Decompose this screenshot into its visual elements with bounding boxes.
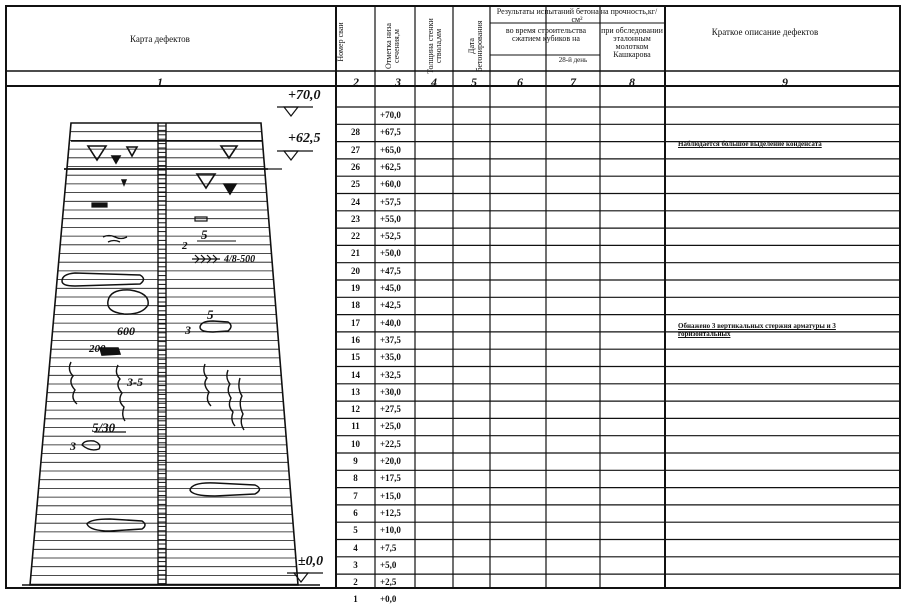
row-elevation: +17,5 [380, 473, 401, 484]
level-top: +70,0 [288, 88, 321, 103]
row-elevation: +62,5 [380, 161, 401, 172]
row-elevation: +57,5 [380, 196, 401, 207]
description-exposed-rebar: Обнажено 3 вертикальных стержня арматуры и 3 горизонтальных [678, 322, 836, 338]
annotation-a3: 4/8-500 [224, 254, 256, 265]
row-number: 18 [351, 300, 360, 311]
row-number: 5 [353, 525, 358, 536]
col-number-7: 7 [570, 75, 576, 89]
defect-triangle [197, 174, 215, 188]
defect-spall [87, 519, 145, 531]
row-elevation: +5,0 [380, 559, 397, 570]
row-elevation: +20,0 [380, 456, 401, 466]
row-number: 1 [353, 594, 358, 604]
header-description: Краткое описание дефектов [711, 27, 819, 37]
annotation-a8: 3-5 [127, 375, 143, 389]
row-number: 22 [351, 231, 360, 242]
header-wall-thickness: Толщина стенки ствола,мм [426, 18, 443, 74]
row-number: 24 [351, 196, 360, 207]
header-day28: 28-й день [558, 56, 588, 64]
col-number-9: 9 [782, 75, 788, 89]
level-platform: +62,5 [288, 131, 321, 146]
row-number: 25 [351, 179, 360, 190]
row-elevation: +0,0 [380, 594, 397, 604]
defect-crack [227, 370, 235, 426]
header-inspection: при обследовании эталонным молотком Кашкарова [601, 26, 663, 59]
defect-triangle [112, 156, 120, 163]
defect-triangle [221, 146, 237, 158]
row-elevation: +30,0 [380, 386, 401, 397]
defect-crack [204, 364, 211, 406]
row-elevation: +55,0 [380, 213, 401, 224]
defect-spall [200, 321, 231, 332]
row-number: 6 [353, 507, 358, 518]
row-elevation: +37,5 [380, 334, 401, 345]
row-elevation: +22,5 [380, 438, 401, 449]
row-number: 15 [351, 352, 360, 363]
level-platform-marker [284, 151, 298, 160]
row-elevation: +70,0 [380, 110, 401, 120]
header-row-number: Номер сваи [336, 22, 345, 62]
row-number: 8 [353, 473, 358, 484]
row-number: 13 [351, 386, 360, 397]
row-elevation: +65,0 [380, 144, 401, 155]
row-number: 9 [353, 456, 358, 466]
row-number: 14 [351, 369, 360, 380]
col-number-2: 2 [353, 75, 359, 89]
row-number: 28 [351, 127, 360, 138]
header-test-results: Результаты испытаний бетона на прочность,кг/см² [496, 7, 658, 24]
header-during-construction: во время строительства сжатием кубиков на [505, 26, 587, 43]
row-elevation: +15,0 [380, 490, 401, 501]
row-elevation: +2,5 [380, 577, 397, 588]
defect-arrow [192, 255, 220, 263]
col-number-3: 3 [395, 75, 401, 89]
description-condensate: Наблюдается большое выделение конденсата [678, 140, 822, 148]
header-defect-map: Карта дефектов [130, 34, 190, 44]
row-elevation: +7,5 [380, 542, 397, 553]
row-number: 3 [353, 559, 358, 570]
row-number: 20 [351, 265, 360, 276]
row-elevation: +35,0 [380, 352, 401, 363]
defect-spall [108, 290, 148, 314]
level-ground-marker [294, 573, 308, 582]
annotation-a7: 200 [89, 343, 106, 355]
row-elevation: +47,5 [380, 265, 401, 276]
annotation-a9: 5/30 [92, 420, 116, 435]
row-number: 11 [351, 421, 360, 432]
row-number: 19 [351, 283, 360, 293]
level-ground: ±0,0 [298, 554, 324, 569]
level-top-marker [284, 107, 298, 116]
row-elevation: +10,0 [380, 525, 401, 536]
annotation-a1: 5 [201, 227, 208, 242]
row-number: 16 [351, 334, 360, 345]
defect-crack [239, 378, 244, 430]
annotation-a4: 5 [207, 307, 214, 322]
row-elevation: +32,5 [380, 369, 401, 380]
annotation-a5: 600 [117, 324, 135, 338]
row-number: 21 [351, 248, 360, 259]
row-elevation: +60,0 [380, 179, 401, 190]
row-number: 27 [351, 144, 360, 155]
row-number: 17 [351, 317, 360, 328]
row-elevation: +67,5 [380, 127, 401, 138]
row-elevation: +27,5 [380, 404, 401, 415]
annotation-a2: 2 [182, 240, 188, 252]
header-concreting-date: Дата бетонирования [467, 20, 484, 72]
col-number-8: 8 [629, 75, 635, 89]
defect-spot [92, 203, 107, 207]
row-elevation: +45,0 [380, 283, 401, 293]
defect-crack [69, 362, 77, 404]
row-elevation: +12,5 [380, 507, 401, 518]
defect-spall [190, 483, 260, 496]
row-number: 2 [353, 577, 358, 588]
row-elevation: +52,5 [380, 231, 401, 242]
col-number-5: 5 [471, 75, 477, 89]
defect-spall [82, 441, 100, 450]
row-number: 7 [353, 490, 358, 501]
row-elevation: +25,0 [380, 421, 401, 432]
row-number: 26 [351, 161, 360, 172]
col-number-1: 1 [157, 75, 163, 89]
row-number: 23 [351, 213, 360, 224]
col-number-6: 6 [517, 75, 523, 89]
row-elevation: +50,0 [380, 248, 401, 259]
annotation-a6: 3 [185, 323, 191, 337]
row-elevation: +40,0 [380, 317, 401, 328]
row-number: 4 [353, 542, 358, 553]
defect-crack [108, 241, 120, 243]
col-number-4: 4 [431, 75, 437, 89]
row-number: 10 [351, 438, 360, 449]
header-elevation: Отметка низа сечения,м [384, 23, 401, 69]
annotation-a10: 3 [70, 439, 76, 453]
row-number: 12 [351, 404, 360, 415]
row-elevation: +42,5 [380, 300, 401, 311]
defect-triangle [127, 147, 137, 156]
